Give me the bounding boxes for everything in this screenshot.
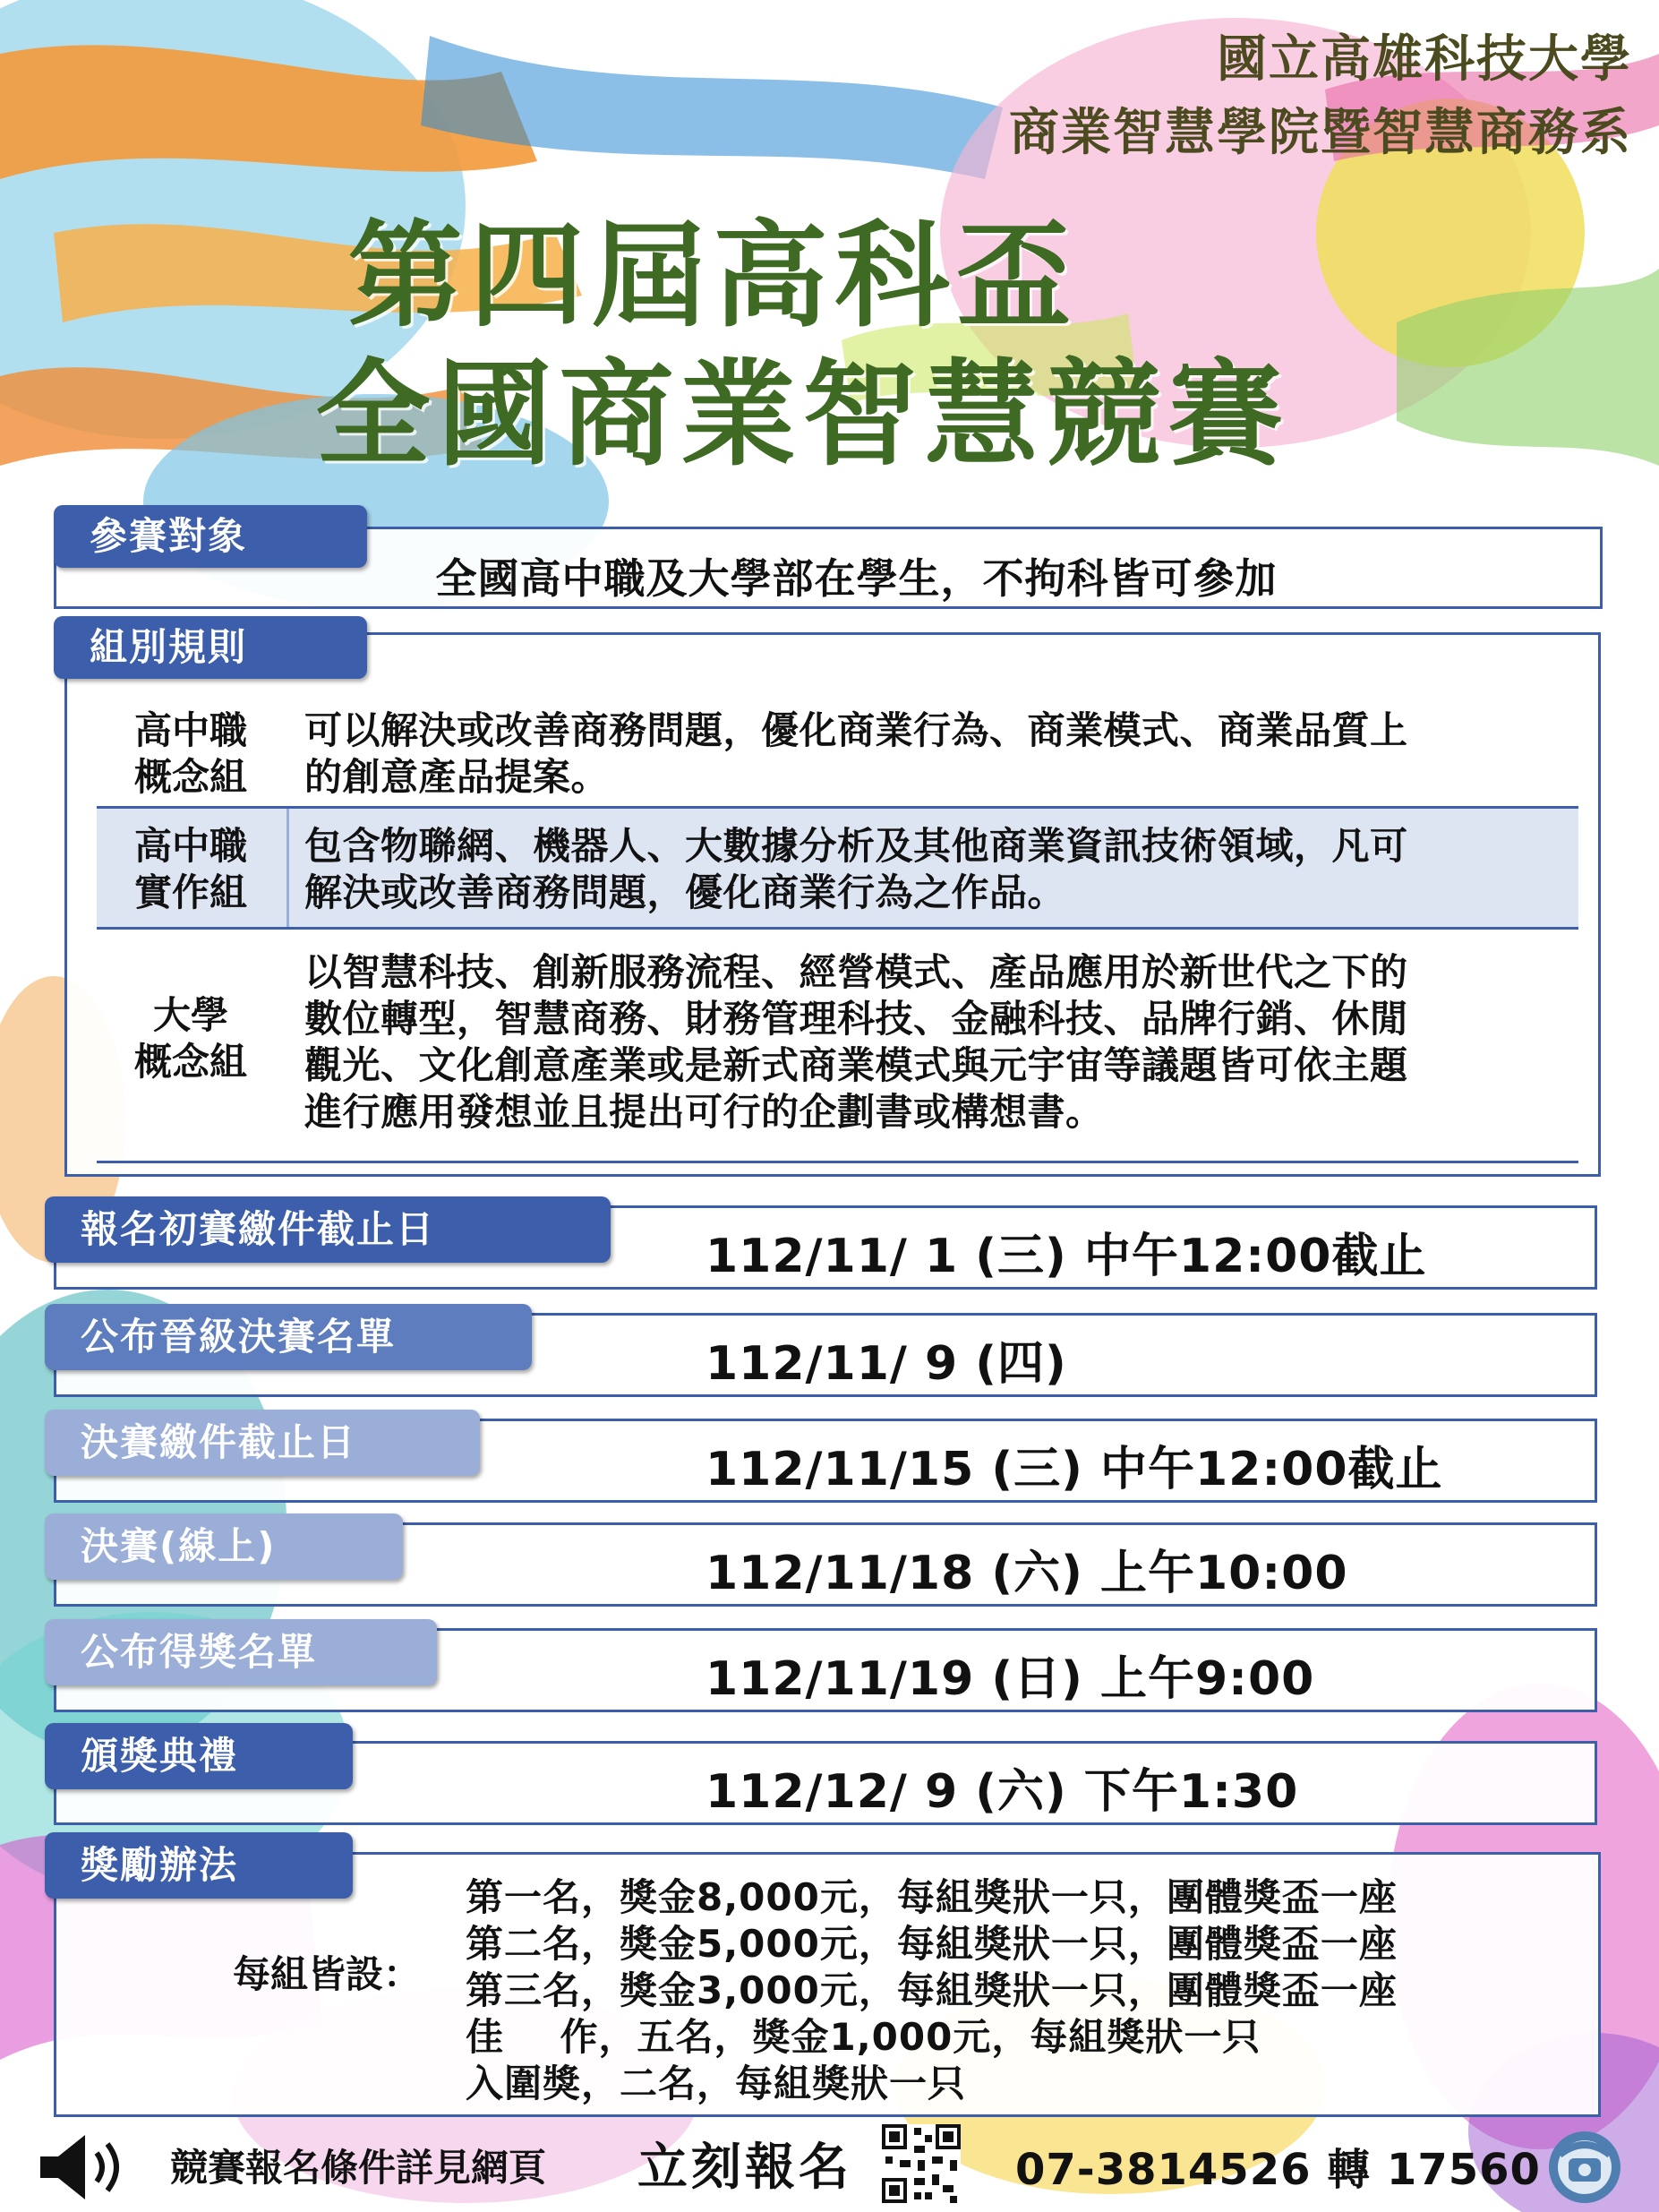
schedule-date: 112/11/ 1 (三) 中午12:00截止 (706, 1230, 1427, 1283)
schedule-date: 112/11/ 9 (四) (706, 1337, 1067, 1391)
group-description: 以智慧科技、創新服務流程、經營模式、產品應用於新世代之下的 數位轉型，智慧商務、財務管理科技、金融科技、品牌行銷、休閒 觀光、文化創意產業或是新式商業模式與元宇宙等議題皆可依主題 進行應用發想並且提出可行的企劃書或構想書。 (304, 950, 1408, 1134)
rules-label: 組別規則 (54, 616, 367, 679)
schedule-date: 112/11/19 (日) 上午9:00 (706, 1652, 1315, 1706)
eligibility-text: 全國高中職及大學部在學生，不拘科皆可參加 (435, 554, 1278, 603)
speaker-icon (36, 2131, 143, 2203)
award-line: 第三名，獎金3,000元，每組獎狀一只，團體獎盃一座 (466, 1968, 1398, 2012)
award-line: 佳 作，五名，獎金1,000元，每組獎狀一只 (466, 2015, 1261, 2059)
group-description: 可以解決或改善商務問題，優化商業行為、商業模式、商業品質上 的創意產品提案。 (304, 708, 1408, 799)
rule-row-highschool-concept (97, 699, 1578, 806)
group-name: 高中職 概念組 (133, 708, 247, 799)
award-line: 第二名，獎金5,000元，每組獎狀一只，團體獎盃一座 (466, 1922, 1398, 1966)
award-line: 入圍獎，二名，每組獎狀一只 (466, 2062, 967, 2105)
schedule-label: 頒獎典禮 (45, 1723, 353, 1789)
eligibility-label: 參賽對象 (54, 505, 367, 568)
contact-phone: 07-3814526 轉 17560 (1015, 2145, 1541, 2195)
schedule-date: 112/11/18 (六) 上午10:00 (706, 1547, 1348, 1600)
group-name: 大學 概念組 (133, 993, 247, 1084)
telephone-icon (1540, 2119, 1629, 2208)
rule-divider (97, 1161, 1578, 1163)
event-title-line2: 全國商業智慧競賽 (315, 348, 1290, 482)
footer-note: 競賽報名條件詳見網頁 (170, 2146, 547, 2190)
department-name: 商業智慧學院暨智慧商務系 (1009, 104, 1632, 162)
schedule-label: 公布得獎名單 (45, 1619, 437, 1685)
rule-divider (97, 927, 1578, 930)
rule-row-university-concept (97, 931, 1578, 1164)
schedule-label: 報名初賽繳件截止日 (45, 1196, 611, 1263)
awards-prefix: 每組皆設： (233, 1952, 422, 1996)
schedule-label: 公布晉級決賽名單 (45, 1304, 532, 1370)
qr-code-icon[interactable] (882, 2124, 961, 2203)
register-now-link[interactable]: 立刻報名 (637, 2139, 852, 2197)
schedule-date: 112/12/ 9 (六) 下午1:30 (706, 1765, 1299, 1819)
schedule-date: 112/11/15 (三) 中午12:00截止 (706, 1443, 1443, 1496)
schedule-label: 決賽繳件截止日 (45, 1410, 480, 1476)
group-name: 高中職 實作組 (133, 824, 247, 914)
awards-label: 獎勵辦法 (45, 1832, 353, 1899)
schedule-label: 決賽(線上) (45, 1513, 403, 1580)
rule-row-highschool-practice (97, 809, 1578, 927)
organization-name: 國立高雄科技大學 (1217, 30, 1632, 89)
column-divider (286, 809, 289, 927)
group-description: 包含物聯網、機器人、大數據分析及其他商業資訊技術領域，凡可 解決或改善商務問題，優化商業行為之作品。 (304, 824, 1408, 914)
event-title-line1: 第四屆高科盃 (347, 210, 1079, 343)
award-line: 第一名，獎金8,000元，每組獎狀一只，團體獎盃一座 (466, 1875, 1398, 1919)
